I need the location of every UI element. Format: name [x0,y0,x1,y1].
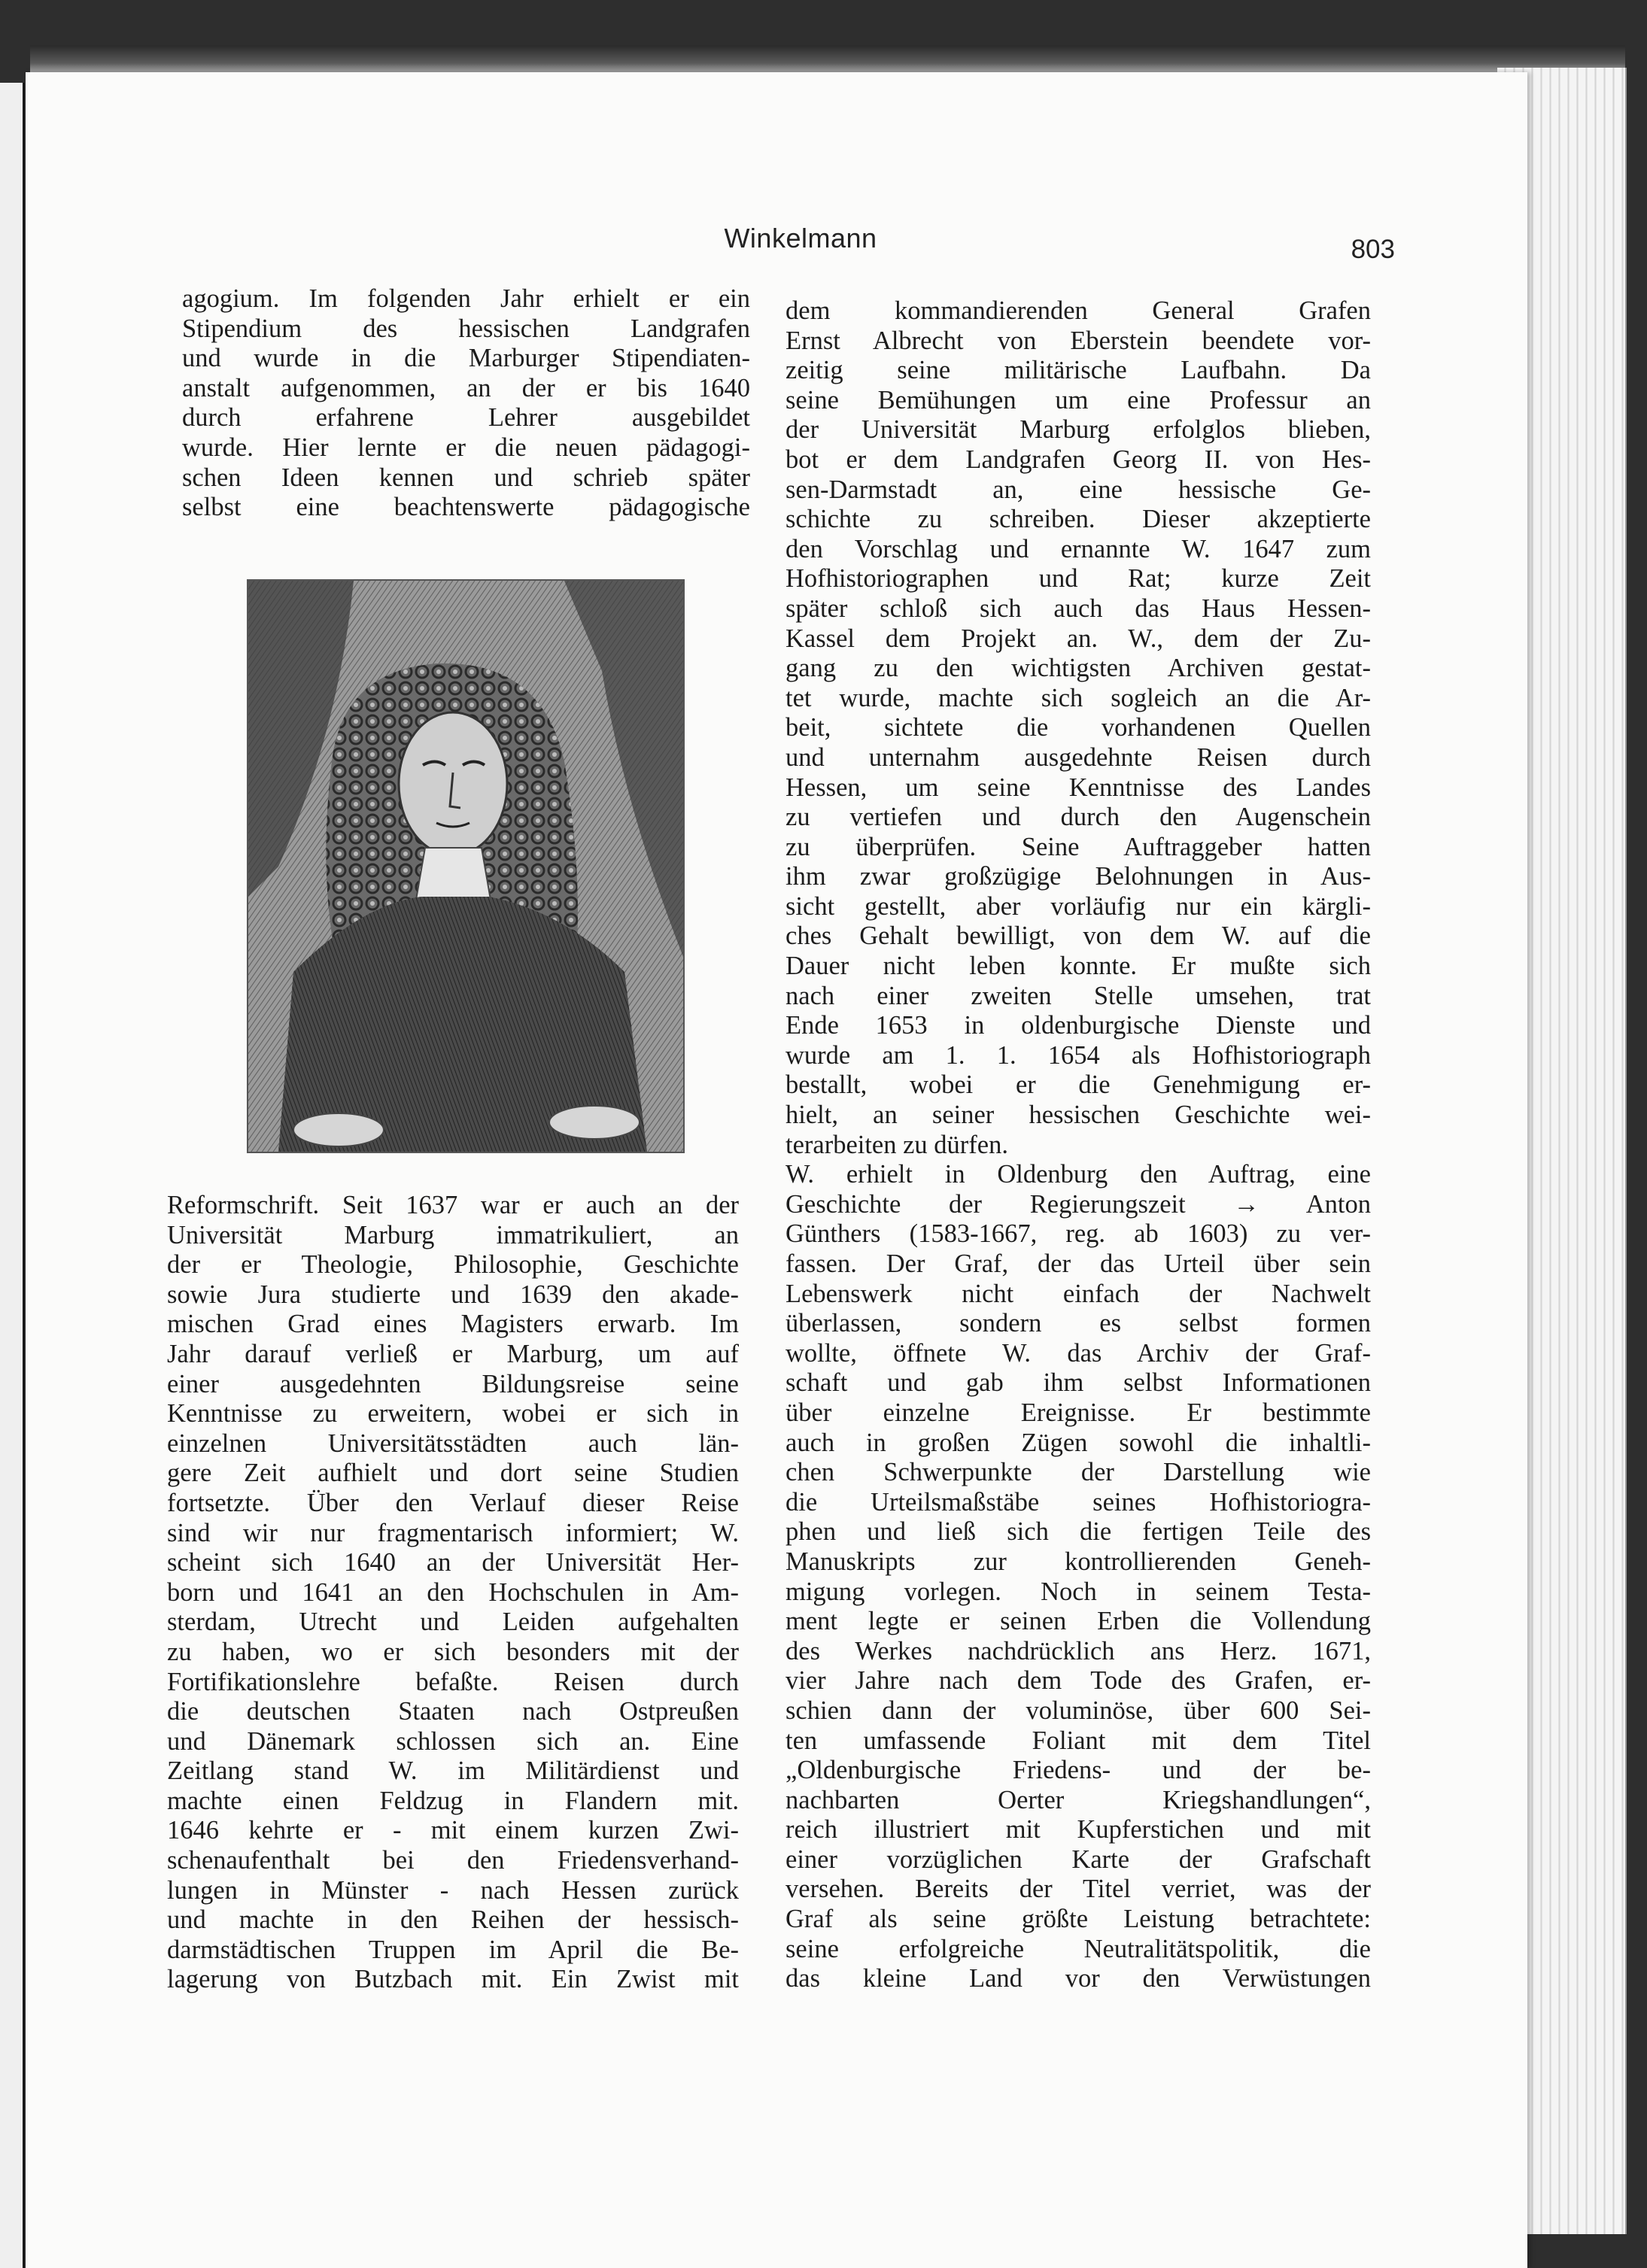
text-line: seine Bemühungen um eine Professur an [786,385,1371,414]
text-line: versehen. Bereits der Titel verriet, was der [786,1875,1371,1904]
text-line: durch erfahrene Lehrer ausgebildet [182,403,750,433]
text-line: beit, sichtete die vorhandenen Quellen [786,713,1371,742]
text-line: überlassen, sondern es selbst formen [786,1309,1371,1338]
text-line: zu überprüfen. Seine Auftraggeber hatten [786,832,1371,861]
text-line: mischen Grad eines Magisters erwarb. Im [167,1310,739,1339]
text-line: und Dänemark schlossen sich an. Eine [167,1726,739,1756]
text-line: machte einen Feldzug in Flandern mit. [167,1786,739,1815]
left-column-top-text [182,284,750,523]
text-line: zeitig seine militärische Laufbahn. Da [786,356,1371,385]
portrait-illustration [247,579,685,1153]
text-line: schaft und gab ihm selbst Informationen [786,1368,1371,1398]
text-line: tet wurde, machte sich sogleich an die Ar- [786,683,1371,712]
text-line: W. erhielt in Oldenburg den Auftrag, eine [786,1160,1371,1189]
text-line: einer ausgedehnten Bildungsreise seine [167,1369,739,1398]
text-line: wollte, öffnete W. das Archiv der Graf- [786,1338,1371,1368]
text-line: Geschichte der Regierungszeit → Anton [786,1189,1371,1219]
text-line: Dauer nicht leben konnte. Er mußte sich [786,952,1371,981]
page-number: 803 [1351,235,1395,264]
text-line: vier Jahre nach dem Tode des Grafen, er- [786,1666,1371,1696]
text-line: agogium. Im folgenden Jahr erhielt er ein [182,284,750,313]
text-line: migung vorlegen. Noch in seinem Testa- [786,1577,1371,1606]
text-line: Kenntnisse zu erweitern, wobei er sich in [167,1399,739,1429]
text-line: phen und ließ sich die fertigen Teile des [786,1517,1371,1547]
text-line: dem kommandierenden General Grafen [786,296,1371,325]
text-line: sowie Jura studierte und 1639 den akade- [167,1280,739,1309]
text-line: scheint sich 1640 an der Universität Her- [167,1548,739,1577]
text-line: und unternahm ausgedehnte Reisen durch [786,742,1371,772]
text-line: anstalt aufgenommen, an der er bis 1640 [182,373,750,402]
left-column-bottom-text [167,1191,739,1995]
text-line: selbst eine beachtenswerte pädagogische [182,493,750,522]
text-line: wurde. Hier lernte er die neuen pädagogi- [182,433,750,462]
text-line: die deutschen Staaten nach Ostpreußen [167,1697,739,1726]
text-line: zu haben, wo er sich besonders mit der [167,1637,739,1666]
text-line: sen-Darmstadt an, eine hessische Ge- [786,475,1371,504]
text-line: bestallt, wobei er die Genehmigung er- [786,1070,1371,1100]
text-line: sterdam, Utrecht und Leiden aufgehalten [167,1608,739,1637]
text-line: einer vorzüglichen Karte der Grafschaft [786,1844,1371,1874]
text-line: schichte zu schreiben. Dieser akzeptierte [786,505,1371,534]
text-line: ihm zwar großzügige Belohnungen in Aus- [786,862,1371,891]
text-line: terarbeiten zu dürfen. [786,1130,1008,1159]
text-line: Hessen, um seine Kenntnisse des Landes [786,773,1371,802]
text-line: einzelnen Universitätsstädten auch län- [167,1429,739,1458]
text-line: fassen. Der Graf, der das Urteil über sein [786,1249,1371,1278]
text-line: das kleine Land vor den Verwüstungen [786,1964,1371,1993]
text-line: Günthers (1583-1667, reg. ab 1603) zu ver- [786,1219,1371,1249]
text-line: sind wir nur fragmentarisch informiert; W. [167,1518,739,1547]
text-line: schen Ideen kennen und schrieb später [182,463,750,492]
text-line: Universität Marburg immatrikuliert, an [167,1220,739,1249]
text-line: fortsetzte. Über den Verlauf dieser Reise [167,1488,739,1517]
text-line: den Vorschlag und ernannte W. 1647 zum [786,534,1371,563]
text-line: Jahr darauf verließ er Marburg, um auf [167,1339,739,1368]
text-line: reich illustriert mit Kupferstichen und mit [786,1815,1371,1844]
text-line: der Universität Marburg erfolglos blieben, [786,415,1371,445]
text-line: schien dann der voluminöse, über 600 Sei- [786,1696,1371,1725]
text-line: nachbarten Oerter Kriegshandlungen“, [786,1785,1371,1814]
text-line: bot er dem Landgrafen Georg II. von Hes- [786,445,1371,474]
text-line: 1646 kehrte er - mit einem kurzen Zwi- [167,1816,739,1845]
text-line: darmstädtischen Truppen im April die Be- [167,1935,739,1964]
text-line: später schloß sich auch das Haus Hessen- [786,594,1371,623]
text-line: gere Zeit aufhielt und dort seine Studien [167,1459,739,1488]
previous-page-edge [0,83,25,2268]
text-line: lagerung von Butzbach mit. Ein Zwist mit [167,1965,739,1994]
text-line: hielt, an seiner hessischen Geschichte wei- [786,1101,1371,1130]
text-line: „Oldenburgische Friedens- und der be- [786,1756,1371,1785]
text-line: lungen in Münster - nach Hessen zurück [167,1875,739,1905]
text-line: Stipendium des hessischen Landgrafen [182,314,750,343]
text-line: Fortifikationslehre befaßte. Reisen durch [167,1667,739,1696]
text-line: zu vertiefen und durch den Augenschein [786,803,1371,832]
text-line: born und 1641 an den Hochschulen in Am- [167,1577,739,1607]
engraved-portrait-illustration-icon [248,581,683,1152]
text-line: chen Schwerpunkte der Darstellung wie [786,1458,1371,1487]
text-line: schenaufenthalt bei den Friedensverhand- [167,1846,739,1875]
text-line: und wurde in die Marburger Stipendiaten- [182,344,750,373]
text-line: Hofhistoriographen und Rat; kurze Zeit [786,564,1371,594]
text-line: über einzelne Ereignisse. Er bestimmte [786,1398,1371,1427]
right-column-text [786,296,1371,1994]
text-line: Ende 1653 in oldenburgische Dienste und [786,1011,1371,1040]
text-line: der er Theologie, Philosophie, Geschichte [167,1250,739,1280]
text-line: auch in großen Zügen sowohl die inhaltli- [786,1428,1371,1457]
text-line: ment legte er seinen Erben die Vollendung [786,1607,1371,1636]
text-line: die Urteilsmaßstäbe seines Hofhistoriogra- [786,1487,1371,1517]
text-line: wurde am 1. 1. 1654 als Hofhistoriograph [786,1040,1371,1070]
text-line: und machte in den Reihen der hessisch- [167,1905,739,1935]
text-line: sicht gestellt, aber vorläufig nur ein kärgli- [786,891,1371,921]
text-line: gang zu den wichtigsten Archiven gestat- [786,654,1371,683]
text-line: Graf als seine größte Leistung betrachtete: [786,1905,1371,1934]
text-line: ten umfassende Foliant mit dem Titel [786,1726,1371,1755]
text-line: Kassel dem Projekt an. W., dem der Zu- [786,624,1371,653]
text-line: Reformschrift. Seit 1637 war er auch an der [167,1191,739,1219]
text-line: Manuskripts zur kontrollierenden Geneh- [786,1547,1371,1576]
text-line: Lebenswerk nicht einfach der Nachwelt [786,1279,1371,1308]
text-line: Ernst Albrecht von Eberstein beendete vor- [786,326,1371,355]
text-line: nach einer zweiten Stelle umsehen, trat [786,981,1371,1010]
text-line: ches Gehalt bewilligt, von dem W. auf die [786,921,1371,951]
book-top-edge [30,45,1625,75]
text-line: Zeitlang stand W. im Militärdienst und [167,1756,739,1786]
running-head-title: Winkelmann [724,223,877,254]
text-line: des Werkes nachdrücklich ans Herz. 1671, [786,1636,1371,1665]
text-line: seine erfolgreiche Neutralitätspolitik, die [786,1934,1371,1963]
book-page [26,72,1527,2268]
